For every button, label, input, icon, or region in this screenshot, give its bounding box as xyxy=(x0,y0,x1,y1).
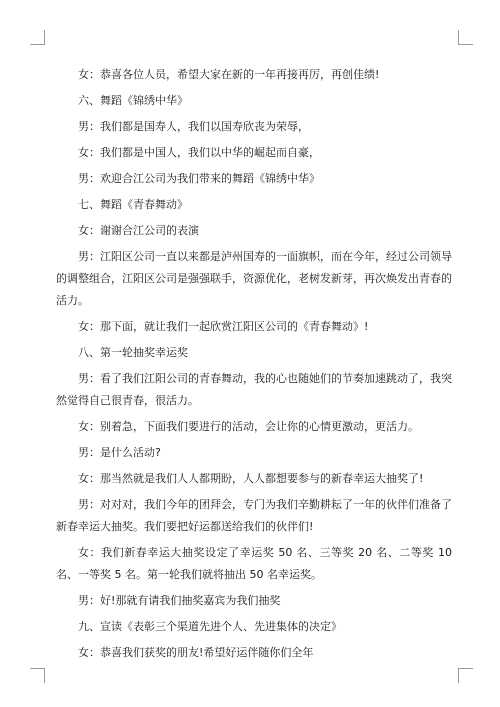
paragraph: 男：看了我们江阳公司的青春舞动，我的心也随她们的节奏加速跳动了，我突然觉得自己很青春，很活力。 xyxy=(56,372,452,407)
section-heading: 九、宣读《表彰三个渠道先进个人、先进集体的决定》 xyxy=(78,620,342,633)
paragraph: 男：我们都是国寿人，我们以国寿欣丧为荣辱， xyxy=(78,120,309,133)
paragraph: 女：我们新春幸运大抽奖设定了幸运奖 50 名、三等奖 20 名、二等奖 10 名、一等奖 5 名。第一轮我们就将抽出 50 名幸运奖。 xyxy=(56,546,456,581)
paragraph: 男：是什么活动? xyxy=(78,446,161,459)
paragraph: 男：江阳区公司一直以来都是泸州国寿的一面旗帜，而在今年，经过公司领导的调整组合，江阳区公司是强强联手，资源优化，老树发新芽，再次焕发出青春的活力。 xyxy=(56,250,452,307)
crop-mark-top-left xyxy=(30,30,45,45)
paragraph: 女：我们都是中国人，我们以中华的崛起而自豪， xyxy=(78,146,320,159)
paragraph: 女：恭喜我们获奖的朋友!希望好运伴随你们全年 xyxy=(78,646,314,659)
paragraph: 男：欢迎合江公司为我们带来的舞蹈《锦绣中华》 xyxy=(78,172,320,185)
crop-mark-bottom-left xyxy=(30,668,45,683)
paragraph: 男：好!那就有请我们抽奖嘉宾为我们抽奖 xyxy=(78,594,281,607)
section-heading: 六、舞蹈《锦绣中华》 xyxy=(78,94,188,107)
paragraph: 女：那当然就是我们人人都期盼，人人都想要参与的新春幸运大抽奖了! xyxy=(78,472,424,485)
paragraph: 女：别着急，下面我们要进行的活动，会让你的心情更激动，更活力。 xyxy=(78,420,419,433)
paragraph: 女：那下面，就让我们一起欣赏江阳区公司的《青春舞动》! xyxy=(78,320,369,333)
paragraph: 男：对对对，我们今年的团拜会，专门为我们辛勤耕耘了一年的伙伴们准备了新春幸运大抽奖。我们要把好运都送给我们的伙伴们! xyxy=(56,498,452,533)
section-heading: 八、第一轮抽奖幸运奖 xyxy=(78,346,188,359)
paragraph: 女：恭喜各位人员，希望大家在新的一年再接再厉，再创佳绩! xyxy=(78,68,380,81)
crop-mark-bottom-right xyxy=(458,668,473,683)
crop-mark-top-right xyxy=(458,30,473,45)
document-body xyxy=(56,64,456,668)
paragraph: 女：谢谢合江公司的表演 xyxy=(78,224,199,237)
section-heading: 七、舞蹈《青春舞动》 xyxy=(78,198,188,211)
